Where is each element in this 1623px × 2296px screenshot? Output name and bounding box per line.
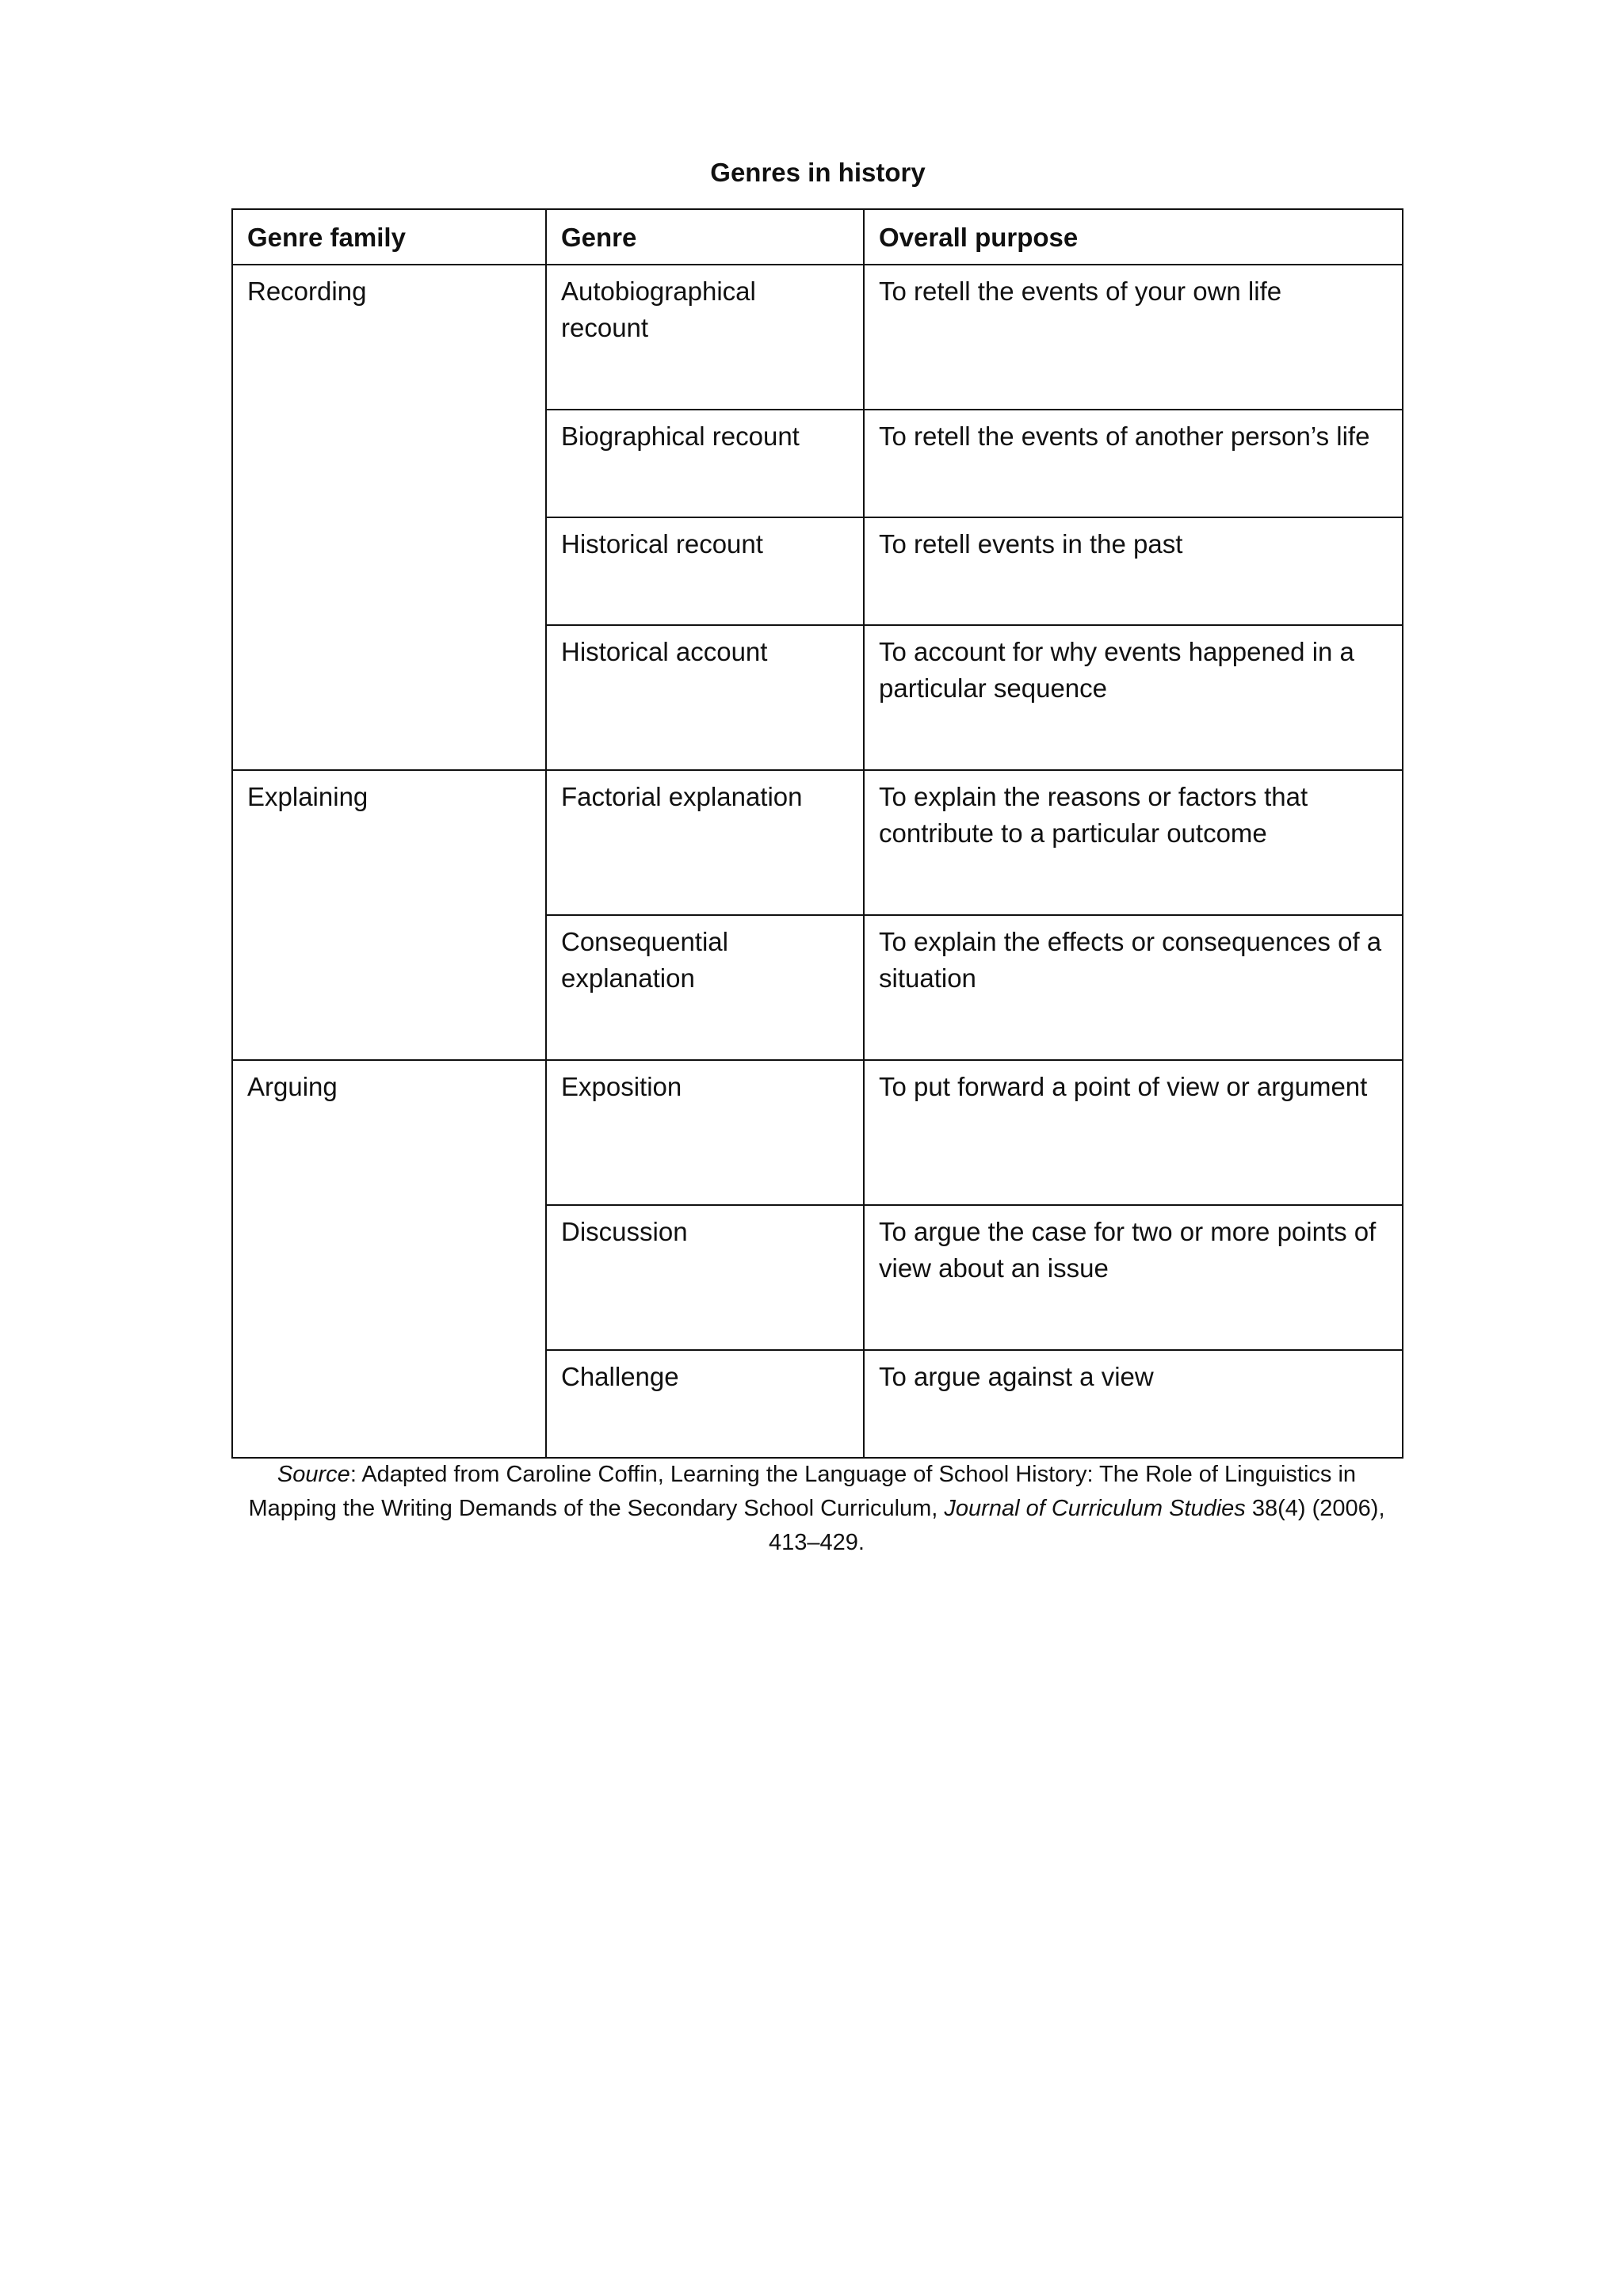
genre-cell: Historical recount xyxy=(546,517,864,625)
purpose-cell: To retell the events of your own life xyxy=(864,265,1403,410)
source-label: Source xyxy=(277,1462,350,1487)
source-issue: 38(4) (2006), 413–429. xyxy=(769,1496,1385,1555)
purpose-cell: To argue against a view xyxy=(864,1350,1403,1458)
table-row xyxy=(232,770,1403,915)
purpose-cell: To explain the effects or consequences of a situation xyxy=(864,915,1403,1060)
source-text: : Adapted from Caroline Coffin, Learning the Language of School History: The Role of Linguistics in Mapping the Writing Demands of the Secondary School Curriculum, xyxy=(248,1462,1357,1521)
source-journal: Journal of Curriculum Studies xyxy=(944,1496,1246,1521)
purpose-cell: To retell events in the past xyxy=(864,517,1403,625)
purpose-cell: To argue the case for two or more points of view about an issue xyxy=(864,1205,1403,1350)
purpose-cell: To account for why events happened in a particular sequence xyxy=(864,625,1403,770)
genre-family-cell: Arguing xyxy=(232,1060,546,1458)
genre-cell: Historical account xyxy=(546,625,864,770)
genre-family-cell: Recording xyxy=(232,265,546,770)
document-title: Genres in history xyxy=(710,158,926,187)
genre-cell: Challenge xyxy=(546,1350,864,1458)
header-genre-family: Genre family xyxy=(232,209,546,265)
purpose-cell: To explain the reasons or factors that contribute to a particular outcome xyxy=(864,770,1403,915)
genre-family-cell: Explaining xyxy=(232,770,546,1060)
genre-cell: Exposition xyxy=(546,1060,864,1205)
header-genre: Genre xyxy=(546,209,864,265)
header-overall-purpose: Overall purpose xyxy=(864,209,1403,265)
purpose-cell: To retell the events of another person’s life xyxy=(864,410,1403,517)
genre-cell: Autobiographical recount xyxy=(546,265,864,410)
table-row xyxy=(232,1060,1403,1205)
genre-cell: Consequential explanation xyxy=(546,915,864,1060)
genres-table xyxy=(231,208,1403,1459)
table-row xyxy=(232,265,1403,410)
table-header-row xyxy=(232,209,1403,265)
genre-cell: Biographical recount xyxy=(546,410,864,517)
source-citation xyxy=(231,1458,1402,1560)
purpose-cell: To put forward a point of view or argument xyxy=(864,1060,1403,1205)
genre-cell: Discussion xyxy=(546,1205,864,1350)
genre-cell: Factorial explanation xyxy=(546,770,864,915)
